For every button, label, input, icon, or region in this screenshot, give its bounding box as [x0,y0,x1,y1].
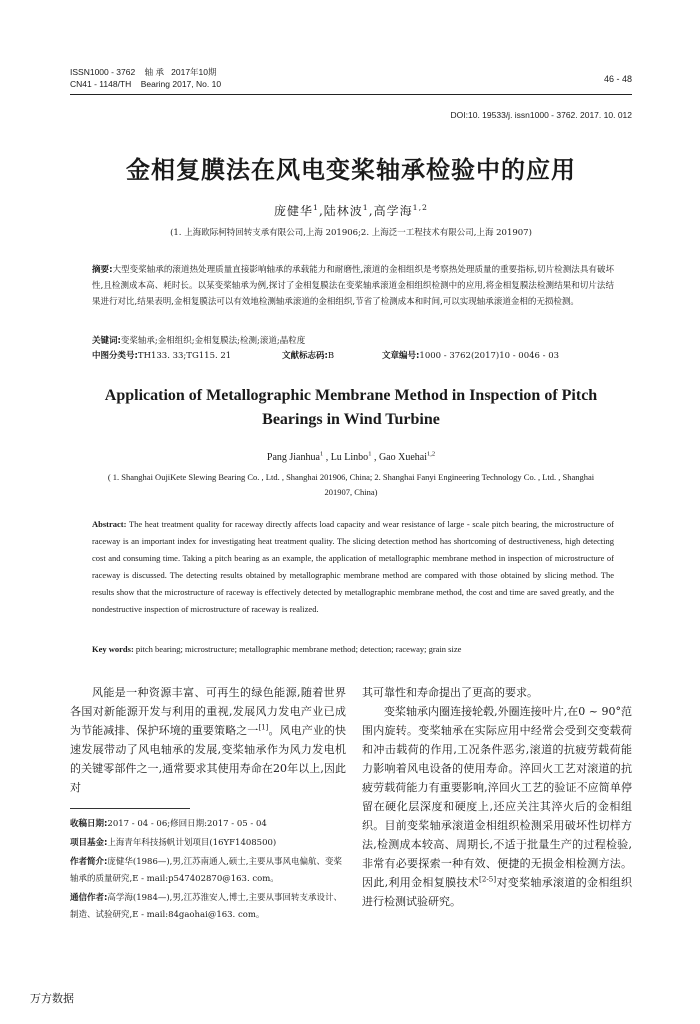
page-range: 46 - 48 [603,74,632,84]
keywords-en-label: Key words: [92,644,134,654]
abstract-cn-text: 大型变桨轴承的滚道热处理质量直接影响轴承的承载能力和耐磨性,滚道的金相组织是考察热处理质量的重要指标,切片检测法具有破坏性,且检测成本高、耗时长。以某变桨轴承为例,探讨了金相复膜法在变桨轴承滚道金相组织检测中的应用,将金相复膜法检测结果和切片法结果进行对比,结果表明,金相复膜法可以有效地检测轴承滚道的金相组织,节省了检测成本和时间,可以实现轴承滚道金相的无损检测。 [92,265,614,307]
doc-code-value: B [327,351,335,361]
cn-number: CN41 - 1148/TH [70,79,132,89]
abstract-en-label: Abstract: [92,519,127,529]
body-column-right [362,683,632,911]
footnote-label: 项目基金: [70,838,108,848]
article-no-label: 文章编号: [382,351,420,361]
keywords-cn-label: 关键词: [92,336,121,346]
classification-line [92,349,614,361]
author-1-cn: 庞健华 [273,204,313,218]
watermark: 万方数据 [30,992,74,1005]
author-3-sup: 1,2 [412,203,429,212]
abstract-cn [92,262,614,310]
keywords-en [92,644,614,654]
footnote-text: 高学海(1984—),男,江苏淮安人,博士,主要从事回转支承设计、制造、试验研究,E - mail:84gaohai@163. com。 [70,893,342,920]
author-2-en-sup: 1 [368,450,372,458]
body-text: 。风电产业的快速发展带动了风电轴承的发展,变桨轴承作为风力发电机的关键零部件之一,通常要求其使用寿命在20年以上,因此对 [70,724,346,794]
author-2-en: Lu Linbo [330,452,369,463]
article-no-value: 1000 - 3762(2017)10 - 0046 - 03 [419,351,560,361]
body-paragraph [362,702,632,911]
author-3-cn: 高学海 [373,204,413,218]
footnote-text: 上海青年科技扬帆计划项目(16YF1408500) [107,838,277,848]
body-paragraph-continued: 其可靠性和寿命提出了更高的要求。 [362,686,538,699]
author-2-sup: 1 [362,203,369,212]
body-paragraph [70,683,346,797]
footnotes [70,816,346,926]
clc-value: TH133. 33;TG115. 21 [137,351,232,361]
footnote-fund [70,835,346,852]
author-3-en-sup: 1,2 [426,450,436,458]
affiliation-cn: (1. 上海欧际柯特回转支承有限公司,上海 201906;2. 上海泛一工程技术有限公司,上海 201907) [170,228,532,238]
abstract-cn-label: 摘要: [92,265,113,275]
author-1-en-sup: 1 [319,450,324,458]
author-2-cn: 陆林波 [323,204,363,218]
citation: [1] [258,722,269,732]
footnote-label: 通信作者: [70,893,108,903]
body-column-left [70,683,346,797]
abstract-en-text: The heat treatment quality for raceway directly affects load capacity and wear resistance of large - scale pitch bearing, the microstructure of raceway is an important index for investigating heat treatment quality. The slicing detection method has shortcoming of destructiveness, high detecting cost and consuming time. Taking a pitch bearing as an example, the application of metallographic membrane method in inspection of microstructure of raceway is discussed. The detecting results obtained by metallographic membrane method are compared with those obtained by slicing method. The results show that the microstructure of raceway is effectively detected by metallographic membrane method, the cost and time are saved greatly, and the nondestructive inspection of microstructure of raceway is realized. [92,519,614,614]
footnote-rule [70,808,190,809]
title-en: Application of Metallographic Membrane Method in Inspection of Pitch Bearings in Wind Turbine [104,387,598,428]
author-1-en: Pang Jianhua [266,452,320,463]
journal-header [70,66,221,90]
authors-cn: 庞健华$^1$,陆林波$^1$,高学海$^{1,2}$ [273,203,429,218]
footnote-text: 2017 - 04 - 06;修回日期:2017 - 05 - 04 [107,819,267,829]
citation: [2-5] [479,874,497,884]
footnote-corresponding [70,890,346,924]
issn: ISSN1000 - 3762 [70,67,136,77]
body-text: 变桨轴承内圈连接轮毂,外圈连接叶片,在0 ~ 90°范围内旋转。变桨轴承在实际应用中经常会受到交变载荷和冲击载荷的作用,工况条件恶劣,滚道的抗疲劳载荷能力影响着风电设备的使用寿命。淬回火工艺对滚道的抗疲劳载荷能力有重要影响,淬回火工艺的验证不应简单停留在硬化层深度和硬度上,还应关注其淬火后的金相组织。目前变桨轴承滚道金相组织检测采用破坏性切样方法,检测成本较高、周期长,不适于批量生产的过程检验,非常有必要探索一种有效、便捷的无损金相检测方法。因此,利用金相复膜技术 [362,705,632,889]
authors-en: Pang Jianhua$^1$ , Lu Linbo$^1$ , Gao Xuehai$^{1,2}$ [266,450,436,463]
journal-name-cn: 轴 承 [144,67,165,77]
body-text: 风能是一种资源丰富、可再生的绿色能源,随着世界各国对新能源开发与利用的重视,发展风力发电产业已成为节能减排、保护环境的重要策略之一 [70,686,346,737]
footnote-label: 收稿日期: [70,819,108,829]
keywords-cn [92,333,614,349]
abstract-en [92,516,614,618]
footnote-text: 庞健华(1986—),男,江苏南通人,硕士,主要从事风电偏航、变桨轴承的质量研究,E - mail:p547402870@163. com。 [70,857,342,884]
footnote-author [70,854,346,888]
affiliation-en: ( 1. Shanghai OujiKete Slewing Bearing Co. , Ltd. , Shanghai 201906, China; 2. Shanghai Fanyi Engineering Technology Co. , Ltd. , Shanghai 201907, China) [107,472,595,497]
body-text: 对变桨轴承滚道的金相组织进行检测试验研究。 [362,876,632,908]
footnote-label: 作者简介: [70,857,108,867]
header-rule [70,94,632,95]
title-cn: 金相复膜法在风电变桨轴承检验中的应用 [126,156,576,184]
doc-code-label: 文献标志码: [282,351,328,361]
clc-label: 中图分类号: [92,351,138,361]
doi: DOI:10. 19533/j. issn1000 - 3762. 2017. 10. 012 [450,110,632,120]
footnote-dates [70,816,346,833]
journal-name-en: Bearing 2017, No. 10 [140,79,222,89]
author-3-en: Gao Xuehai [378,452,427,463]
issue-cn: 2017年10期 [171,67,217,77]
author-1-sup: 1 [312,203,319,212]
keywords-cn-text: 变桨轴承;金相组织;金相复膜法;检测;滚道;晶粒度 [120,336,306,346]
keywords-en-text: pitch bearing; microstructure; metallographic membrane method; detection; raceway; grain size [135,644,462,654]
